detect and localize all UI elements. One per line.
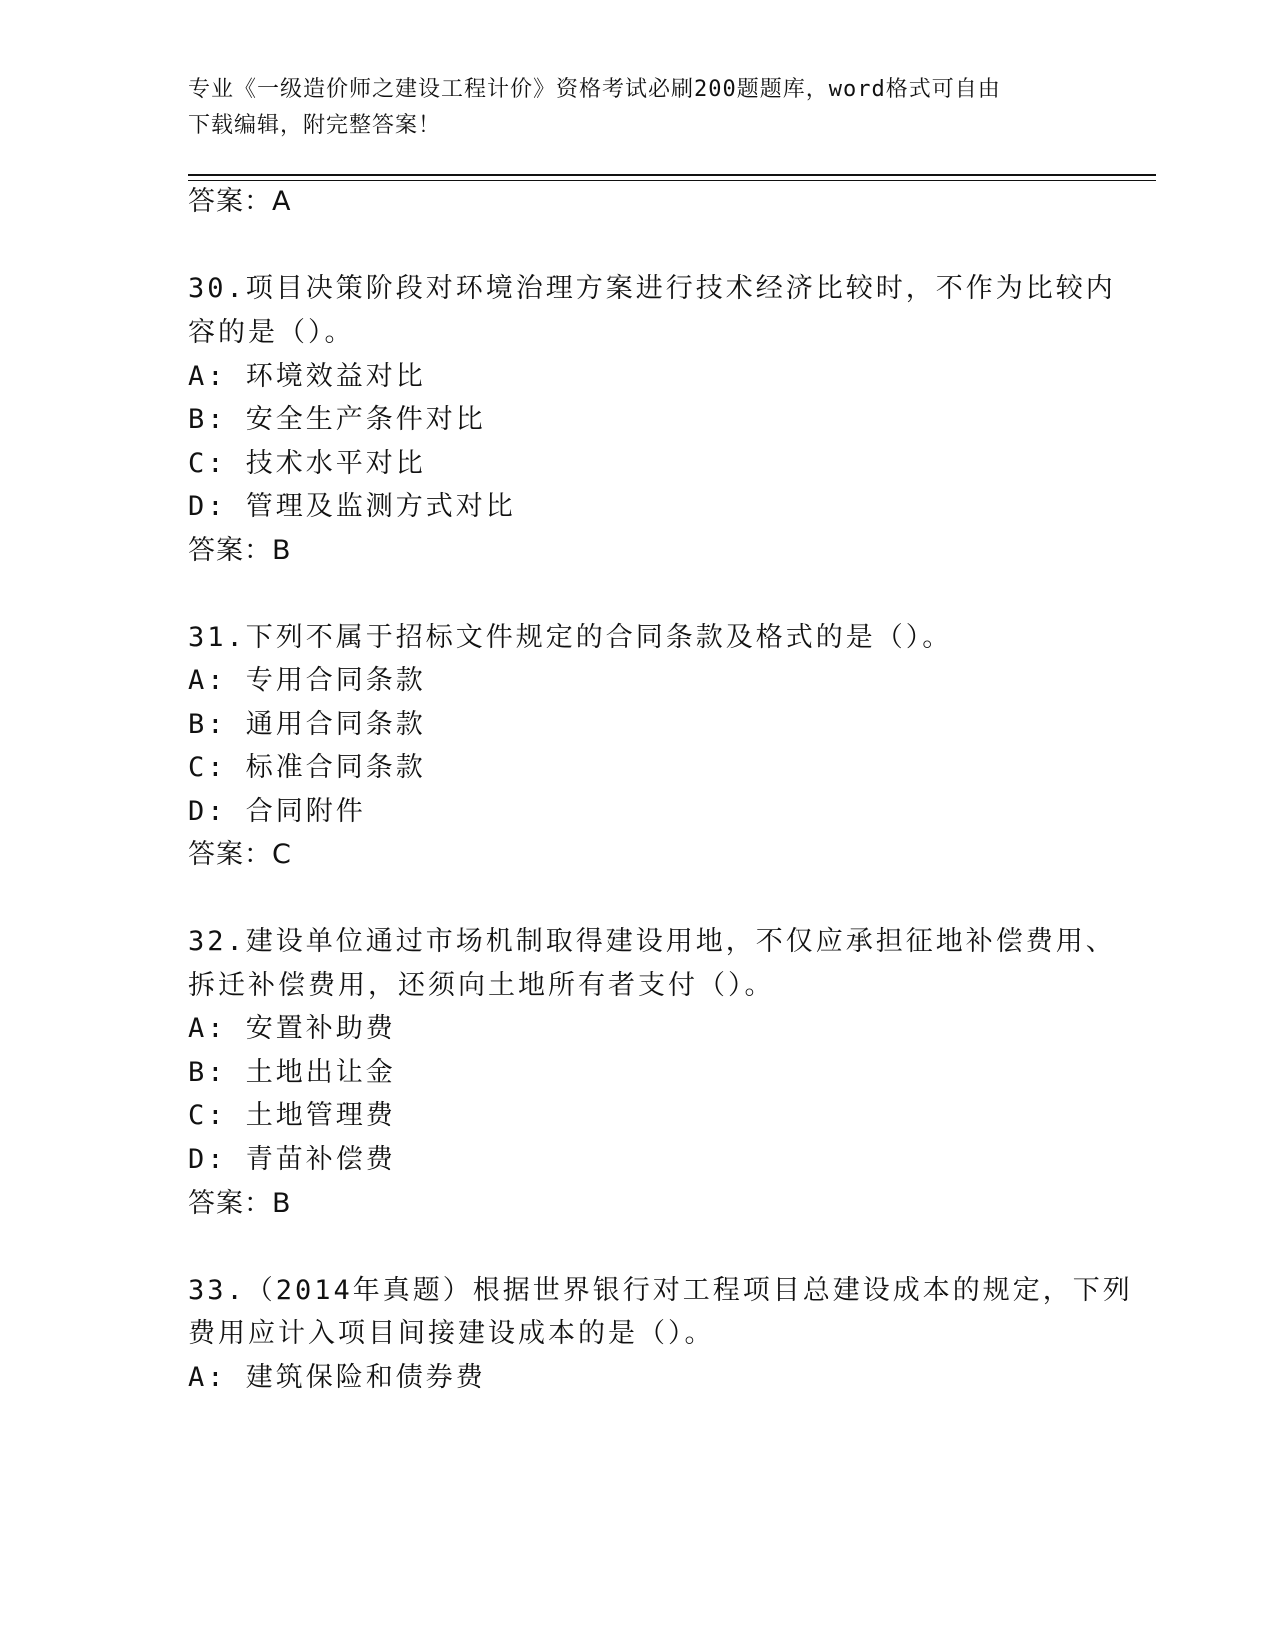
header-line-2: 下载编辑，附完整答案！ bbox=[188, 113, 442, 138]
question-32-option-a: A: 安置补助费 bbox=[188, 1013, 396, 1044]
question-31-option-b: B: 通用合同条款 bbox=[188, 709, 426, 740]
answer-29: 答案：A bbox=[188, 186, 292, 217]
question-31-option-a: A: 专用合同条款 bbox=[188, 665, 426, 696]
question-30-option-c: C: 技术水平对比 bbox=[188, 448, 426, 479]
question-32-stem-1: 32.建设单位通过市场机制取得建设用地，不仅应承担征地补偿费用、 bbox=[188, 926, 1116, 957]
question-30-stem-2: 容的是（）。 bbox=[188, 317, 355, 348]
question-33-stem-2: 费用应计入项目间接建设成本的是（）。 bbox=[188, 1318, 715, 1349]
question-32-option-b: B: 土地出让金 bbox=[188, 1057, 396, 1088]
question-30-stem-1: 30.项目决策阶段对环境治理方案进行技术经济比较时，不作为比较内 bbox=[188, 273, 1116, 304]
question-30-option-a: A: 环境效益对比 bbox=[188, 361, 426, 392]
question-30-option-d: D: 管理及监测方式对比 bbox=[188, 491, 516, 522]
header-line-1: 专业《一级造价师之建设工程计价》资格考试必刷200题题库，word格式可自由 bbox=[188, 77, 1001, 102]
question-32-option-c: C: 土地管理费 bbox=[188, 1100, 396, 1131]
question-33-stem-1: 33.（2014年真题）根据世界银行对工程项目总建设成本的规定，下列 bbox=[188, 1275, 1133, 1306]
question-31-option-d: D: 合同附件 bbox=[188, 796, 366, 827]
document-header bbox=[188, 72, 1088, 144]
header-divider-thin bbox=[188, 180, 1156, 181]
question-31-option-c: C: 标准合同条款 bbox=[188, 752, 426, 783]
question-31-stem-1: 31.下列不属于招标文件规定的合同条款及格式的是（）。 bbox=[188, 622, 953, 653]
header-divider bbox=[188, 174, 1156, 176]
question-32-option-d: D: 青苗补偿费 bbox=[188, 1144, 396, 1175]
question-32-answer: 答案：B bbox=[188, 1188, 292, 1219]
question-30-answer: 答案：B bbox=[188, 535, 292, 566]
question-31-answer: 答案：C bbox=[188, 839, 292, 870]
question-32-stem-2: 拆迁补偿费用，还须向土地所有者支付（）。 bbox=[188, 970, 775, 1001]
question-30-option-b: B: 安全生产条件对比 bbox=[188, 404, 486, 435]
question-33-option-a: A: 建筑保险和债券费 bbox=[188, 1362, 486, 1393]
